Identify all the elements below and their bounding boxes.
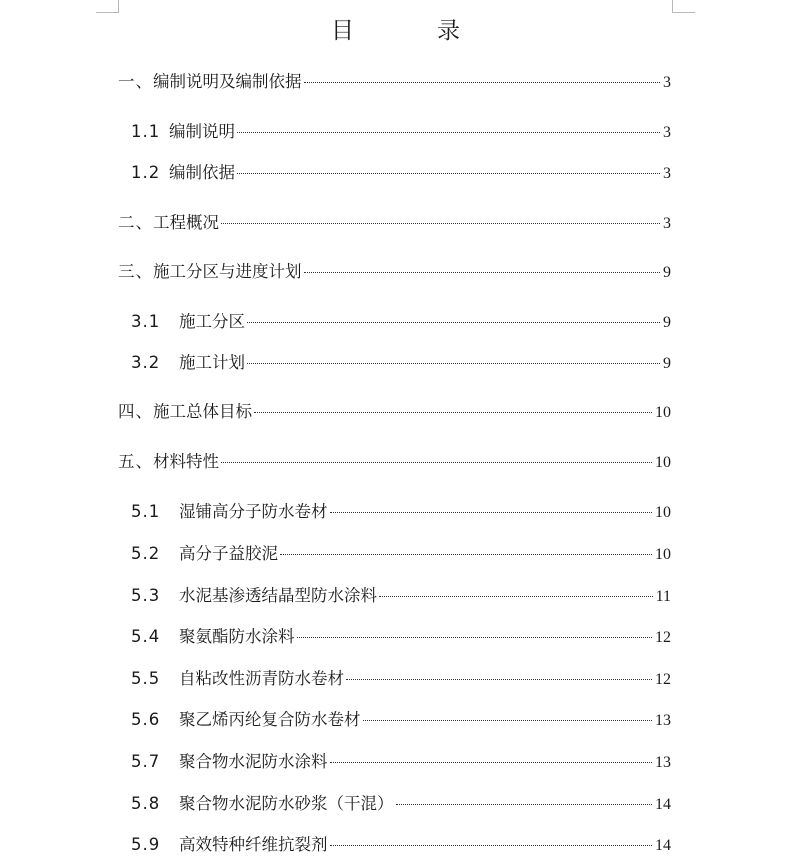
toc-entry[interactable]	[131, 584, 671, 608]
toc-entry-label: 聚乙烯丙纶复合防水卷材	[179, 710, 361, 729]
toc-entry-number: 5.8	[131, 794, 161, 813]
toc-entry-page: 3	[663, 165, 671, 182]
page-corner-mark-right	[672, 0, 695, 13]
toc-entry-number: 五、	[118, 452, 153, 471]
dot-leader	[247, 363, 660, 364]
toc-entry[interactable]	[131, 625, 671, 649]
toc-entry[interactable]	[131, 542, 671, 566]
toc-entry[interactable]	[131, 708, 671, 732]
toc-entry-number: 1.1	[131, 122, 161, 141]
dot-leader	[237, 132, 660, 133]
toc-entry-label: 编制依据	[169, 163, 235, 182]
toc-entry[interactable]	[131, 667, 671, 691]
toc-entry-number: 1.2	[131, 163, 161, 182]
toc-entry[interactable]	[131, 351, 671, 375]
toc-entry-page: 9	[663, 264, 671, 281]
dot-leader	[221, 223, 660, 224]
toc-entry[interactable]	[131, 120, 671, 144]
toc-entry-number: 一、	[118, 72, 153, 91]
toc-entry-label: 材料特性	[153, 452, 219, 471]
toc-entry-number: 3.1	[131, 312, 161, 331]
dot-leader	[247, 322, 660, 323]
toc-entry-number: 5.9	[131, 835, 161, 854]
toc-entry-number: 3.2	[131, 353, 161, 372]
toc-entry-page: 12	[655, 629, 671, 646]
toc-entry-page: 3	[663, 124, 671, 141]
toc-entry[interactable]	[118, 450, 671, 474]
toc-entry-label: 水泥基渗透结晶型防水涂料	[179, 586, 377, 605]
toc-entry-number: 5.1	[131, 502, 161, 521]
dot-leader	[254, 412, 652, 413]
toc-entry-number: 5.6	[131, 710, 161, 729]
toc-entry-page: 11	[655, 588, 671, 605]
toc-entry-page: 13	[655, 712, 671, 729]
toc-entry-number: 四、	[118, 402, 153, 421]
toc-entry-label: 施工分区	[179, 312, 245, 331]
dot-leader	[304, 82, 661, 83]
toc-entry-page: 9	[663, 355, 671, 372]
toc-entry[interactable]	[131, 500, 671, 524]
toc-entry[interactable]	[118, 260, 671, 284]
toc-entry-label: 聚合物水泥防水砂浆（干混）	[179, 794, 394, 813]
toc-entry-label: 自粘改性沥青防水卷材	[179, 669, 344, 688]
dot-leader	[330, 512, 653, 513]
toc-entry-label: 高分子益胶泥	[179, 544, 278, 563]
toc-entry-page: 10	[655, 504, 671, 521]
toc-entry-page: 3	[663, 215, 671, 232]
toc-entry[interactable]	[131, 833, 671, 857]
toc-entry[interactable]	[118, 70, 671, 94]
toc-entry-number: 5.4	[131, 627, 161, 646]
dot-leader	[304, 272, 661, 273]
toc-entry-label: 湿铺高分子防水卷材	[179, 502, 328, 521]
toc-entry-number: 三、	[118, 262, 153, 281]
toc-entry-page: 10	[655, 546, 671, 563]
dot-leader	[221, 462, 652, 463]
toc-entry-number: 5.7	[131, 752, 161, 771]
toc-entry-page: 10	[655, 404, 671, 421]
toc-entry-page: 13	[655, 754, 671, 771]
toc-entry[interactable]	[131, 792, 671, 816]
toc-entry-label: 编制说明及编制依据	[153, 72, 302, 91]
dot-leader	[237, 173, 660, 174]
dot-leader	[330, 845, 653, 846]
dot-leader	[363, 720, 653, 721]
toc-entry-page: 12	[655, 671, 671, 688]
toc-title: 目 录	[331, 18, 490, 44]
dot-leader	[280, 554, 652, 555]
dot-leader	[396, 804, 653, 805]
toc-entry-page: 14	[655, 837, 671, 854]
toc-entry[interactable]	[131, 310, 671, 334]
toc-entry-number: 二、	[118, 213, 153, 232]
toc-entry-page: 10	[655, 454, 671, 471]
toc-entry[interactable]	[131, 161, 671, 185]
toc-entry-page: 3	[663, 74, 671, 91]
toc-entry-label: 施工总体目标	[153, 402, 252, 421]
toc-entry-label: 施工计划	[179, 353, 245, 372]
dot-leader	[379, 596, 653, 597]
toc-entry-label: 编制说明	[169, 122, 235, 141]
toc-entry-page: 14	[655, 796, 671, 813]
toc-entry-page: 9	[663, 314, 671, 331]
toc-entry-number: 5.2	[131, 544, 161, 563]
toc-entry-number: 5.3	[131, 586, 161, 605]
toc-entry[interactable]	[131, 750, 671, 774]
page-corner-mark-left	[96, 0, 119, 13]
toc-entry-label: 施工分区与进度计划	[153, 262, 302, 281]
toc-entry-number: 5.5	[131, 669, 161, 688]
toc-entry-label: 聚合物水泥防水涂料	[179, 752, 328, 771]
toc-entry[interactable]	[118, 400, 671, 424]
dot-leader	[346, 679, 652, 680]
toc-entry-label: 高效特种纤维抗裂剂	[179, 835, 328, 854]
toc-entry[interactable]	[118, 211, 671, 235]
toc-entry-label: 聚氨酯防水涂料	[179, 627, 295, 646]
dot-leader	[297, 637, 653, 638]
toc-entry-label: 工程概况	[153, 213, 219, 232]
dot-leader	[330, 762, 653, 763]
